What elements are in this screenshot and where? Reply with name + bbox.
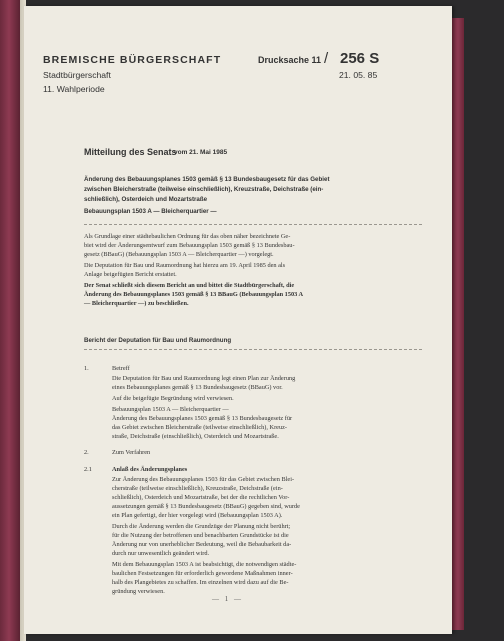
section-line: gründung verwiesen. <box>112 588 165 595</box>
intro-line: — Bleicherquartier —) zu beschließen. <box>84 300 189 307</box>
section-line: schließlich), Osterdeich und Mozartstraße, bei der die rechtlichen Vor- <box>112 494 290 501</box>
intro-line: Als Grundlage einer städtebaulichen Ordnung für das oben näher bezeichnete Ge- <box>84 233 291 240</box>
section-heading: Anlaß des Änderungsplanes <box>112 466 188 473</box>
divider <box>84 224 422 225</box>
section-line: Änderung des Bebauungsplanes 1503 gemäß § 13 Bundesbaugesetz für <box>112 415 293 422</box>
intro-line: Anlage beigefügten Bericht erstattet. <box>84 271 177 278</box>
intro-line: Die Deputation für Bau und Raumordnung hat hierzu am 19. April 1985 den als <box>84 262 286 269</box>
section-line: cherstraße (teilweise einschließlich), Kreuzstraße, Deichstraße (ein- <box>112 485 283 492</box>
legislative-period: 11. Wahlperiode <box>43 84 105 94</box>
section-line: Zur Änderung des Bebauungsplanes 1503 für das Gebiet zwischen Blei- <box>112 476 295 483</box>
subject-plan-name: Bebauungsplan 1503 A — Bleicherquartier — <box>84 208 217 215</box>
document-title-date: vom 21. Mai 1985 <box>174 149 228 156</box>
section-number: 1. <box>84 365 89 372</box>
book-binding <box>0 0 20 641</box>
drucksache-label: Drucksache 11 <box>258 55 322 65</box>
section-line: Auf die beigefügte Begründung wird verwiesen. <box>112 395 234 402</box>
section-line: für die Nutzung der betroffenen und benachbarten Grundstücke ist die <box>112 532 289 539</box>
intro-line: Änderung des Bebauungsplanes 1503 gemäß § 13 BBauG (Bebauungsplan 1503 A <box>84 291 304 298</box>
drucksache-number: 256 S <box>340 50 380 67</box>
document-date: 21. 05. 85 <box>339 70 378 80</box>
document-page <box>24 6 452 634</box>
section-line: Die Deputation für Bau und Raumordnung legt einen Plan zur Änderung <box>112 375 296 382</box>
section-line: straße, Deichstraße (einschließlich), Osterdeich und Mozartstraße. <box>112 433 279 440</box>
section-line: baulichen Festsetzungen für erforderlich gewordene Maßnahmen inner- <box>112 570 293 577</box>
subject-line: schließlich), Osterdeich und Mozartstraße <box>84 196 208 203</box>
section-line: aussetzungen gemäß § 13 Bundesbaugesetz (BBauG) gegeben sind, wurde <box>112 503 300 510</box>
section-line: durch nur unwesentlich geändert wird. <box>112 550 210 557</box>
section-line: halb des Plangebietes zu schaffen. Im einzelnen wird dazu auf die Be- <box>112 579 289 586</box>
chamber-name: Stadtbürgerschaft <box>43 70 111 80</box>
report-title: Bericht der Deputation für Bau und Raumordnung <box>84 337 232 344</box>
drucksache-slash: / <box>324 50 329 67</box>
section-heading: Betreff <box>112 365 130 372</box>
section-number: 2.1 <box>84 466 92 473</box>
section-line: Durch die Änderung werden die Grundzüge der Planung nicht berührt; <box>112 523 291 530</box>
section-line: ein Plan gefertigt, der hier vorgelegt wird (Bebauungsplan 1503 A). <box>112 512 283 519</box>
section-line: Bebauungsplan 1503 A — Bleicherquartier — <box>112 406 229 413</box>
subject-line: Änderung des Bebauungsplanes 1503 gemäß § 13 Bundesbaugesetz für das Gebiet <box>84 176 330 183</box>
intro-line: biet wird der Änderungsentwurf zum Bebauungsplan 1503 gemäß § 13 Bundesbau- <box>84 242 295 249</box>
section-line: Änderung nur von unerheblicher Bedeutung, weil die Bebaubarkeit da- <box>112 541 292 548</box>
section-line: eines Bebauungsplanes gemäß § 13 Bundesbaugesetz (BBauG) vor. <box>112 384 283 391</box>
document-title: Mitteilung des Senats <box>84 147 177 157</box>
divider <box>84 349 422 350</box>
section-line: Mit dem Bebauungsplan 1503 A ist beabsichtigt, die notwendigen städte- <box>112 561 297 568</box>
section-heading: Zum Verfahren <box>112 449 151 456</box>
page-number: — 1 — <box>212 595 243 603</box>
intro-line: gesetz (BBauG) (Bebauungsplan 1503 A — Bleicherquartier —) vorgelegt. <box>84 251 274 258</box>
book-cover-edge <box>452 18 464 630</box>
subject-line: zwischen Bleicherstraße (teilweise einschließlich), Kreuzstraße, Deichstraße (ein- <box>84 186 324 193</box>
organization-name: BREMISCHE BÜRGERSCHAFT <box>43 54 222 66</box>
intro-line: Der Senat schließt sich diesem Bericht an und bittet die Stadtbürgerschaft, die <box>84 282 295 289</box>
background-right <box>464 0 504 641</box>
section-line: das Gebiet zwischen Bleicherstraße (teilweise einschließlich), Kreuz- <box>112 424 288 431</box>
section-number: 2. <box>84 449 89 456</box>
